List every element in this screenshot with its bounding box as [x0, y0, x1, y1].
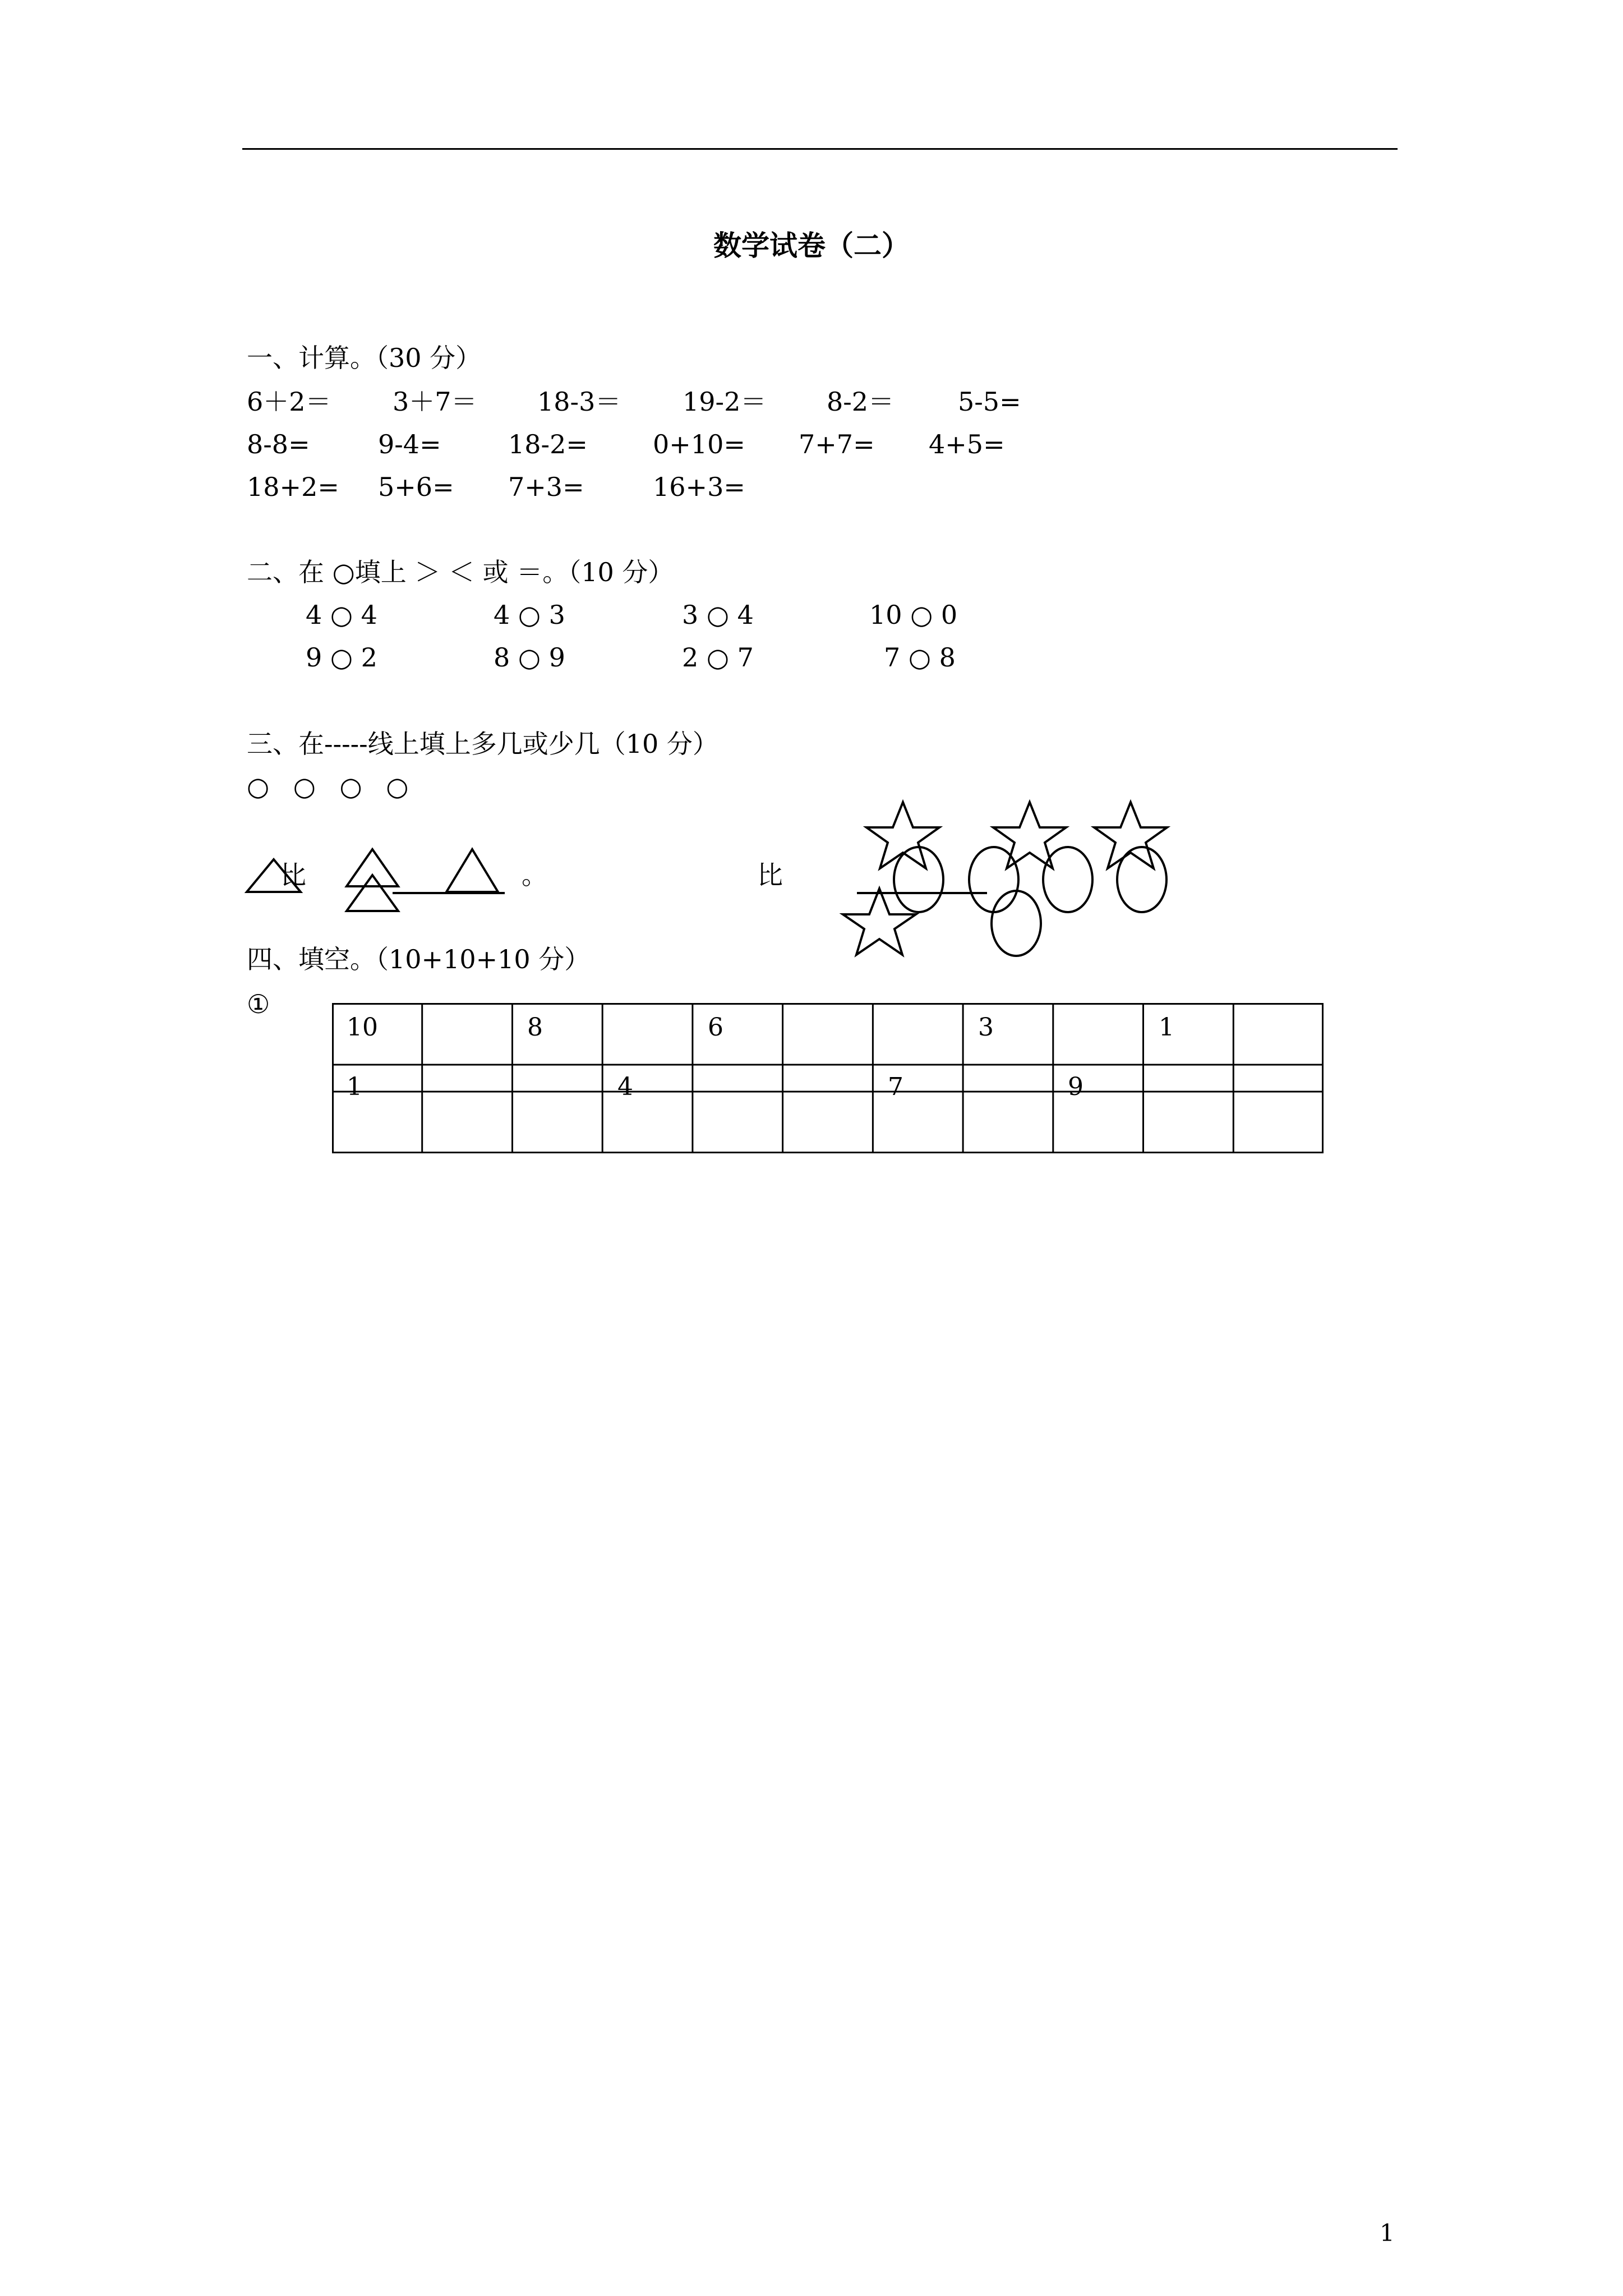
calc-item: 9-4= [378, 429, 441, 459]
triangle-shape [347, 875, 398, 911]
compare-word-left: 比 [280, 860, 306, 890]
compare-item: 10 ○ 0 [869, 600, 958, 630]
star-shape [993, 802, 1066, 868]
oval-shape [1117, 847, 1166, 912]
compare-item: 9 ○ 2 [306, 642, 377, 673]
calc-item: 7+7= [799, 429, 875, 459]
grid-cell-number: 1 [347, 1073, 362, 1101]
calc-item: 5+6= [378, 472, 454, 502]
grid-cell-number: 7 [888, 1073, 903, 1101]
calc-item: 8-8= [247, 429, 310, 459]
compare-item: 2 ○ 7 [682, 642, 754, 673]
calc-item: 18-2= [508, 429, 588, 459]
calc-item: 18-3＝ [537, 386, 621, 417]
section4-heading: 四、填空。（10+10+10 分） [247, 944, 591, 974]
calc-item: 8-2＝ [827, 386, 895, 417]
calc-item: 5-5= [958, 386, 1021, 417]
compare-item: 7 ○ 8 [884, 642, 956, 673]
star-shape [866, 802, 939, 868]
calc-item: 4+5= [929, 429, 1005, 459]
calc-item: 16+3= [653, 472, 745, 502]
circles-row: ○ ○ ○ ○ [247, 771, 417, 802]
compare-word-right: 比 [757, 860, 783, 890]
grid-cell-number: 3 [978, 1013, 994, 1042]
oval-shape [1043, 847, 1092, 912]
compare-item: 4 ○ 4 [306, 600, 377, 630]
section2-heading: 二、在 ○填上 ＞ ＜ 或 ＝。（10 分） [247, 557, 674, 587]
calc-item: 3＋7＝ [393, 386, 477, 417]
section3-heading: 三、在-----线上填上多几或少几（10 分） [247, 729, 718, 759]
compare-item: 8 ○ 9 [494, 642, 565, 673]
triangle-shape [347, 849, 398, 886]
page-number: 1 [1380, 2219, 1395, 2247]
compare-item: 3 ○ 4 [682, 600, 754, 630]
grid-cell-number: 10 [347, 1013, 378, 1042]
section1-heading: 一、计算。（30 分） [247, 343, 482, 373]
compare-item: 4 ○ 3 [494, 600, 565, 630]
grid-cell-number: 8 [527, 1013, 543, 1042]
calc-item: 18+2= [247, 472, 339, 502]
triangle-shape [247, 859, 301, 892]
grid-cell-number: 6 [708, 1013, 723, 1042]
calc-item: 7+3= [508, 472, 584, 502]
grid-cell-number: 1 [1159, 1013, 1174, 1042]
grid-cell-number: 4 [617, 1073, 633, 1101]
star-shape [1094, 802, 1167, 868]
oval-shape [969, 847, 1018, 912]
item-marker: ① [247, 989, 270, 1019]
calc-item: 19-2＝ [683, 386, 767, 417]
page-title: 数学试卷（二） [713, 229, 910, 262]
triangle-shape [446, 849, 498, 892]
oval-shape [894, 847, 943, 912]
number-grid [332, 1003, 1324, 1153]
oval-shape [992, 891, 1041, 956]
period-mark: 。 [522, 860, 547, 890]
calc-item: 6＋2＝ [247, 386, 331, 417]
star-shape [843, 889, 916, 955]
grid-cell-number: 9 [1068, 1073, 1083, 1101]
calc-item: 0+10= [653, 429, 745, 459]
